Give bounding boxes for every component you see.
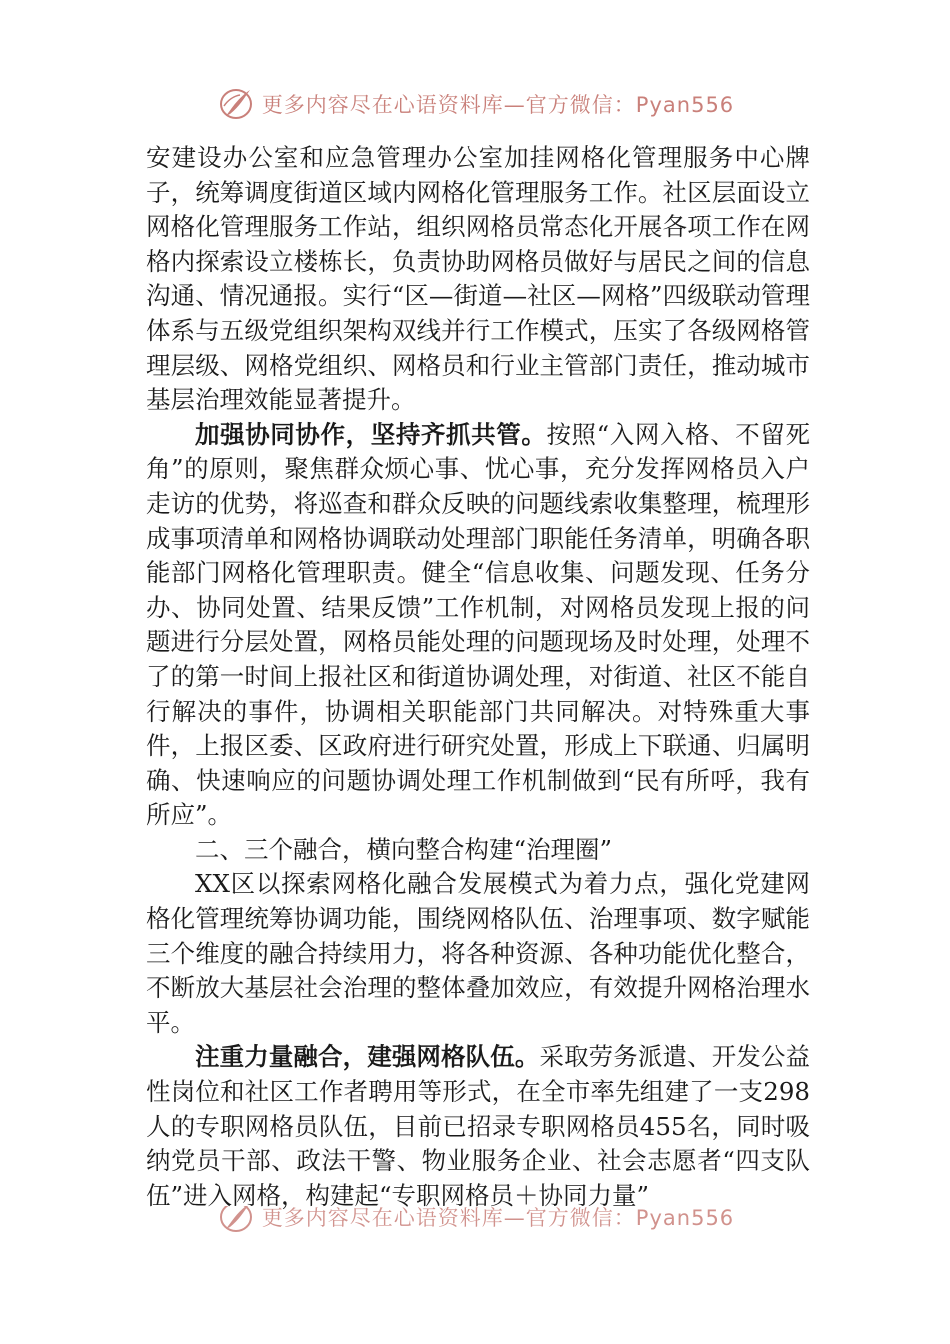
paragraph-body: 按照“入网入格、不留死角”的原则，聚焦群众烦心事、忧心事，充分发挥网格员入户走访的优势，将巡查和群众反映的问题线索收集整理，梳理形成事项清单和网格协调联动处理部门职能任务清单，明确各职能部门网格化管理职责。健全“信息收集、问题发现、任务分办、协同处置、结果反馈”工作机制，对网格员发现上报的问题进行分层处置，网格员能处理的问题现场及时处理，处理不了的第一时间上报社区和街道协调处理，对街道、社区不能自行解决的事件，协调相关职能部门共同解决。对特殊重大事件，上报区委、区政府进行研究处置，形成上下联通、归属明确、快速响应的问题协调处理工作机制做到“民有所呼，我有所应”。	[146, 419, 811, 830]
paragraph-lead: 加强协同协作，坚持齐抓共管。	[195, 419, 547, 449]
watermark-banner-bottom	[0, 1206, 950, 1240]
paragraph-body: 安建设办公室和应急管理办公室加挂网格化管理服务中心牌子，统筹调度街道区域内网格化管理服务工作。社区层面设立网格化管理服务工作站，组织网格员常态化开展各项工作在网格内探索设立楼栋长，负责协助网格员做好与居民之间的信息沟通、情况通报。实行“区—街道—社区—网格”四级联动管理体系与五级党组织架构双线并行工作模式，压实了各级网格管理层级、网格党组织、网格员和行业主管部门责任，推动城市基层治理效能显著提升。	[146, 143, 810, 415]
feather-logo-icon	[216, 1206, 256, 1235]
document-body	[146, 141, 810, 1213]
paragraph	[146, 141, 810, 418]
watermark-text: 更多内容尽在心语资料库—官方微信：Pyan556	[261, 93, 735, 117]
paragraph-body: XX区以探索网格化融合发展模式为着力点，强化党建网格化管理统筹协调功能，围绕网格队伍、治理事项、数字赋能三个维度的融合持续用力，将各种资源、各种功能优化整合，不断放大基层社会治理的整体叠加效应，有效提升网格治理水平。	[146, 869, 810, 1037]
watermark-text: 更多内容尽在心语资料库—官方微信：Pyan556	[261, 1206, 735, 1230]
feather-logo-icon	[216, 86, 256, 122]
paragraph	[146, 867, 810, 1040]
section-heading: 二、三个融合，横向整合构建“治理圈”	[195, 834, 613, 864]
paragraph	[146, 1040, 810, 1213]
paragraph-body: 采取劳务派遣、开发公益性岗位和社区工作者聘用等形式，在全市率先组建了一支298人的专职网格员队伍，目前已招录专职网格员455名，同时吸纳党员干部、政法干警、物业服务企业、社会志愿者“四支队伍”进入网格，构建起“专职网格员＋协同力量”	[146, 1042, 811, 1210]
watermark-banner-top	[0, 84, 950, 124]
paragraph	[146, 418, 810, 833]
paragraph-lead: 注重力量融合，建强网格队伍。	[195, 1042, 540, 1072]
